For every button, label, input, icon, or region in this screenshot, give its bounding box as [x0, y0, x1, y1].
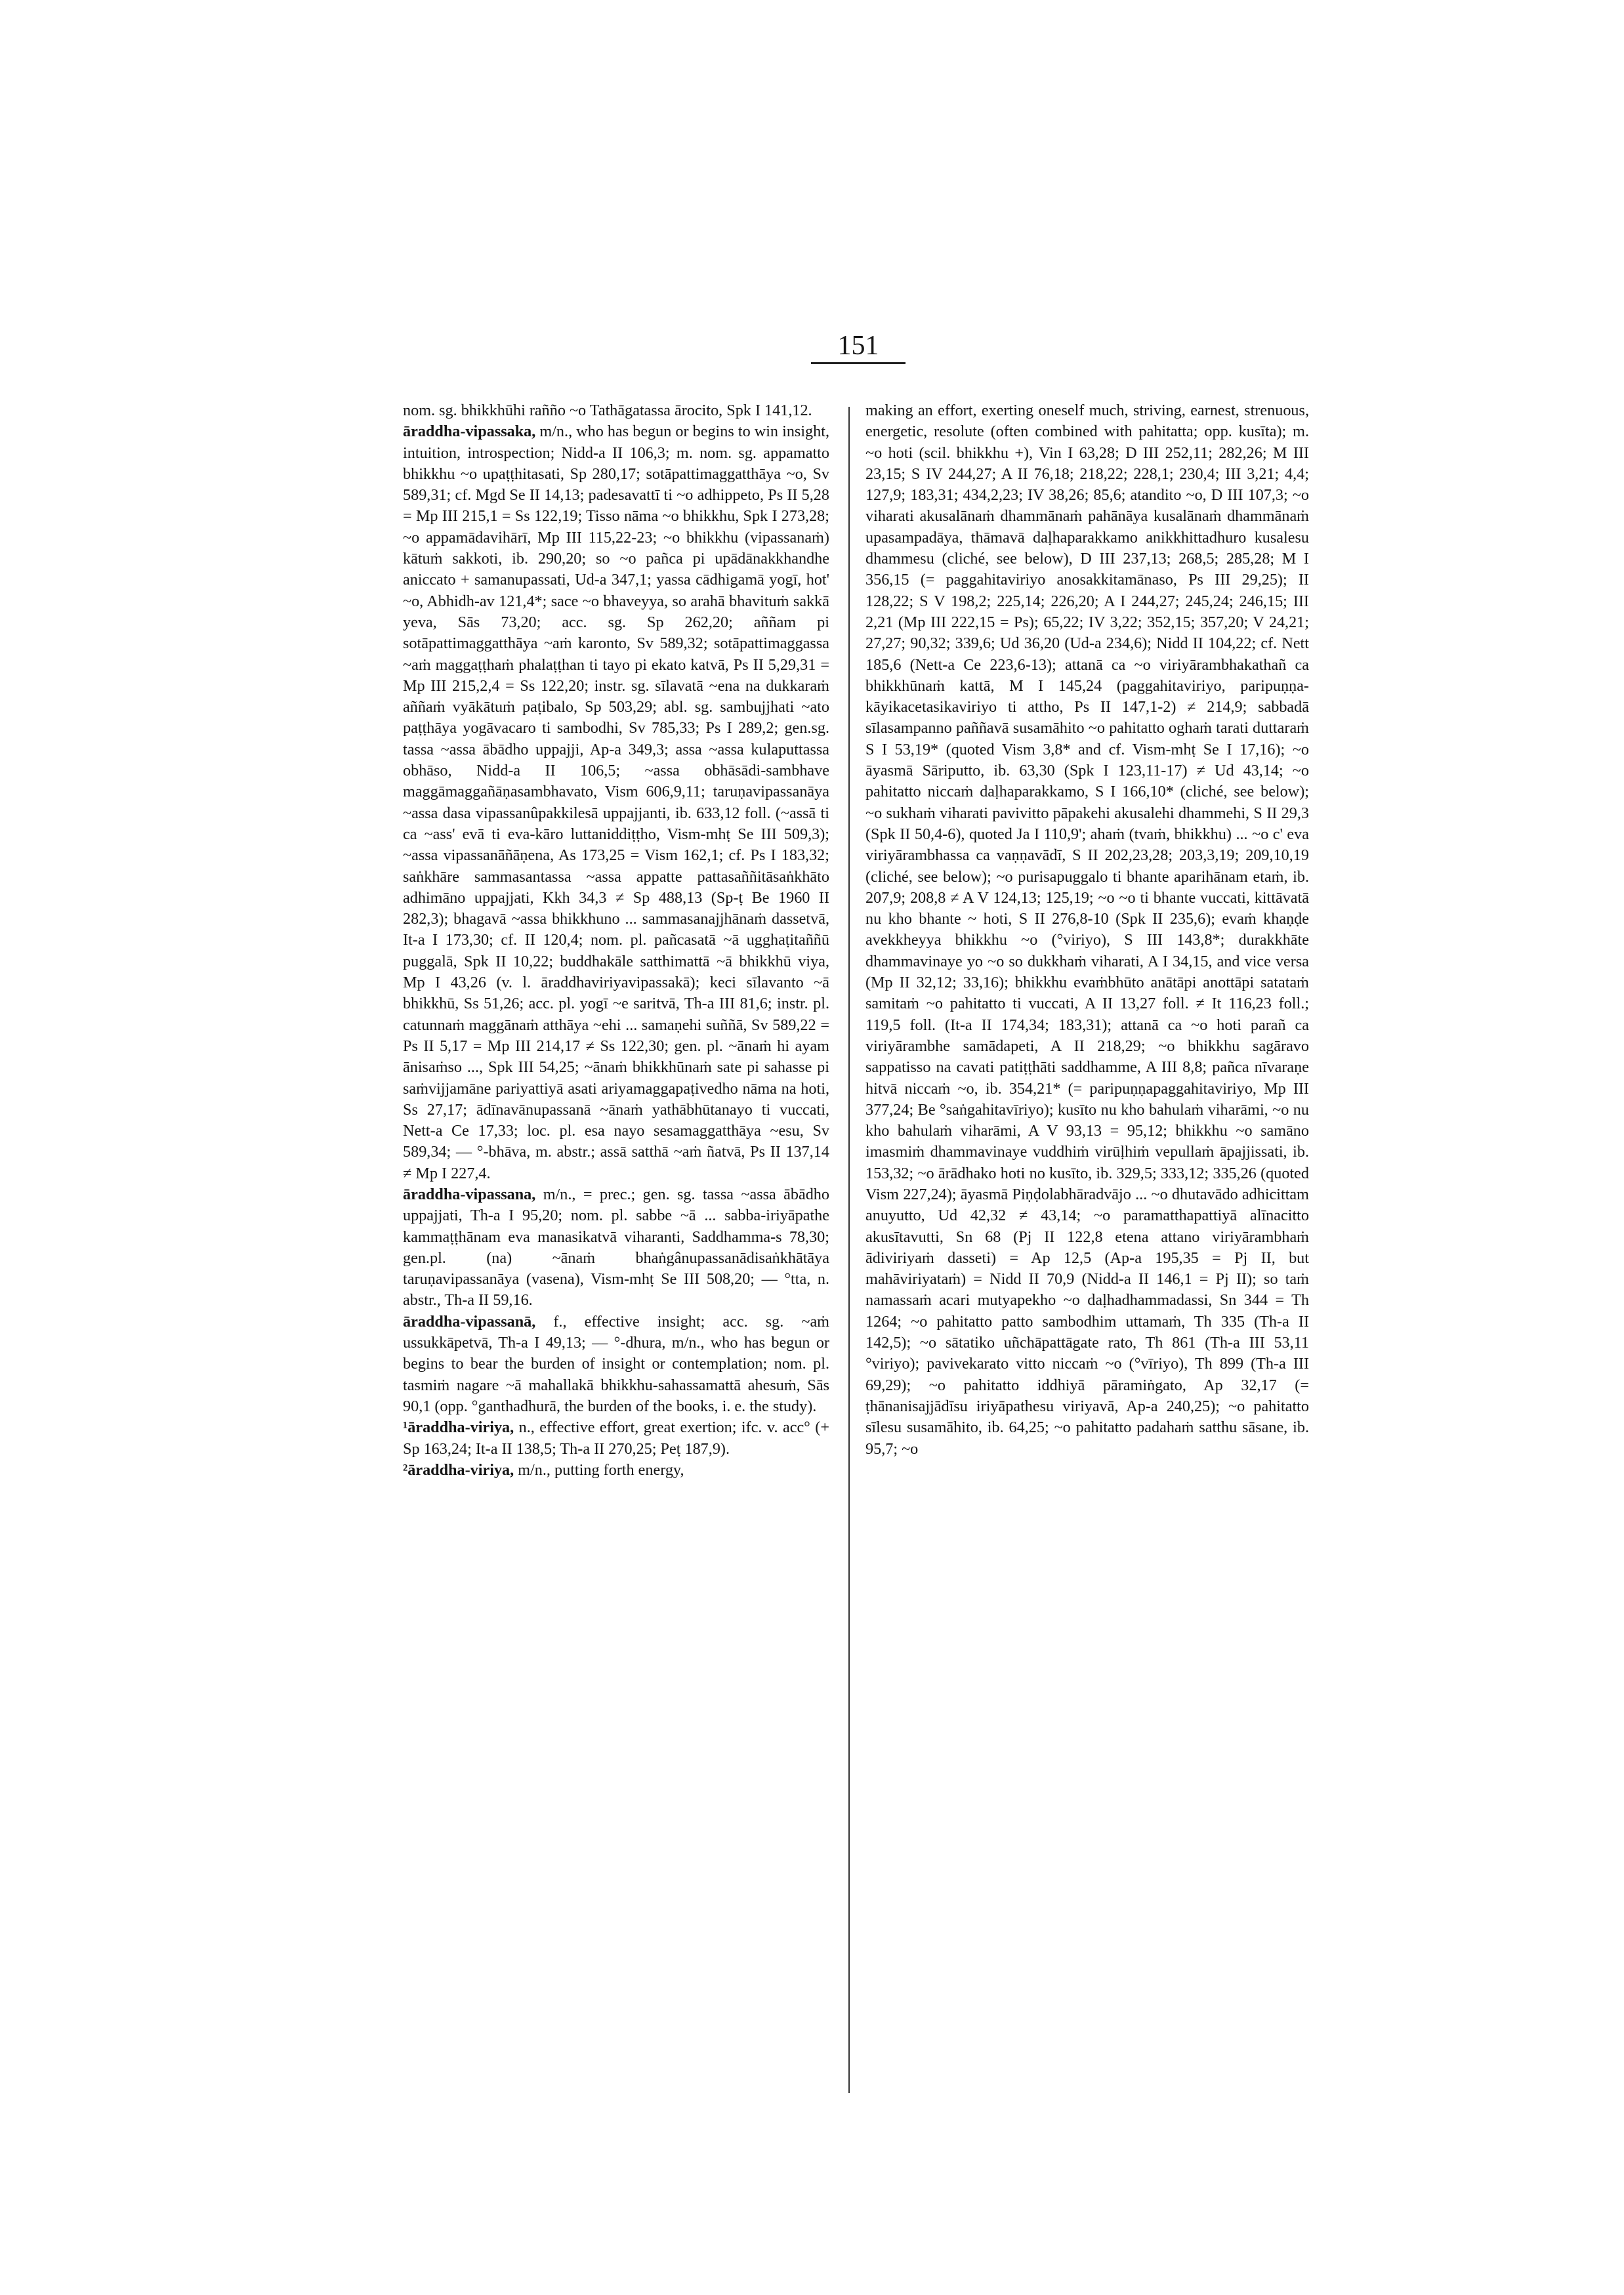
right-column: [865, 400, 1309, 1460]
entry-nom-sg-continuation: [403, 400, 829, 421]
entry-text: f., effective insight; acc. sg. ~aṁ ussukkāpetvā, Th-a I 49,13; — °-dhura, m/n., who has begun or begins to bear the burden of insight or contemplation; nom. pl. tasmiṁ nagare ~ā mahallakā bhikkhu-sahassamattā ahesuṁ, Sās 90,1 (opp. °ganthadhurā, the burden of the books, i. e. the study).: [403, 1312, 829, 1415]
entry-araddha-vipassana: [403, 1184, 829, 1312]
entry-araddha-viriya-2: [403, 1460, 829, 1481]
entry-text: making an effort, exerting oneself much, striving, earnest, strenuous, energetic, resolute (often combined with pahitatta; opp. kusīta); m. ~o hoti (scil. bhikkhu +), Vin I 63,28; D III 252,11; 282,26; M III 23,15; S IV 244,27; A II 76,18; 218,22; 228,1; 230,4; III 3,21; 4,4; 127,9; 183,31; 434,2,23; IV 38,26; 85,6; atandito ~o, D III 107,3; ~o viharati akusalānaṁ dhammānaṁ pahānāya kusalānaṁ dhammānaṁ upasampadāya, thāmavā daḷhaparakkamo anikkhittadhuro kusalesu dhammesu (cliché, see below), D III 237,13; 268,5; 285,28; M I 356,15 (= paggahitaviriyo anosakkitamānaso, Ps III 29,25); II 128,22; S V 198,2; 225,14; 226,20; A I 244,27; 245,24; 246,15; III 2,21 (Mp III 222,15 = Ps); 65,22; IV 3,22; 352,15; 357,20; V 24,21; 27,27; 90,32; 339,6; Ud 36,20 (Ud-a 234,6); Nidd II 104,22; cf. Nett 185,6 (Nett-a Ce 223,6-13); attanā ca ~o viriyārambhakathañ ca bhikkhūnaṁ kattā, M I 145,24 (paggahitaviriyo, paripuṇṇa-kāyikacetasikaviriyo ti attho, Ps II 147,1-2) ≠ 214,9; sabbadā sīlasampanno paññavā susamāhito ~o pahitatto oghaṁ tarati duttaraṁ S I 53,19* (quoted Vism 3,8* and cf. Vism-mhṭ Se I 17,16); ~o āyasmā Sāriputto, ib. 63,30 (Spk I 123,11-17) ≠ Ud 43,14; ~o pahitatto niccaṁ daḷhaparakkamo, S I 166,10* (cliché, see below); ~o sukhaṁ viharati pavivitto pāpakehi akusalehi dhammehi, S II 29,3 (Spk II 50,4-6), quoted Ja I 110,9'; ahaṁ (tvaṁ, bhikkhu) ... ~o c' eva viriyārambhassa ca vaṇṇavādī, S II 202,23,28; 203,3,19; 209,10,19 (cliché, see below); ~o purisapuggalo ti bhante aparihānam etaṁ, ib. 207,9; 208,8 ≠ A V 124,13; 125,19; ~o ~o ti bhante vuccati, kittāvatā nu kho bhante ~ hoti, S II 276,8-10 (Spk II 235,6); evaṁ khaṇḍe avekkheyya bhikkhu ~o (°viriyo), S III 143,8*; durakkhāte dhammavinaye yo ~o so dukkhaṁ viharati, A I 34,15, and vice versa (Mp II 32,12; 33,16); bhikkhu evaṁbhūto anātāpi anottāpi satataṁ samitaṁ ~o pahitatto ti vuccati, A II 13,27 foll. ≠ It 116,23 foll.; 119,5 foll. (It-a II 174,34; 183,31); attanā ca ~o hoti parañ ca viriyārambhe samādapeti, A II 218,29; ~o bhikkhu sagāravo sappatisso na cavati patiṭṭhāti saddhamme, A III 8,8; pañca nīvaraṇe hitvā niccaṁ ~o, ib. 354,21* (= paripuṇṇapaggahitaviriyo, Mp III 377,24; Be °saṅgahitavīriyo); kusīto nu kho bahulaṁ viharāmi, ~o nu kho bahulaṁ viharāmi, A V 93,13 = 95,12; bhikkhu ~o samāno imasmiṁ dhammavinaye vuddhiṁ virūḷhiṁ vepullaṁ āpajjissati, ib. 153,32; ~o ārādhako hoti no kusīto, ib. 329,5; 333,12; 335,26 (quoted Vism 227,24); āyasmā Piṇḍolabhāradvājo ... ~o dhutavādo adhicittam anuyutto, Ud 42,32 ≠ 43,14; ~o paramatthapattiyā alīnacitto akusītavutti, Sn 68 (Pj II 122,8 etena attano viriyārambhaṁ ādiviriyaṁ dasseti) = Ap 12,5 (Ap-a 195,35 = Pj II, but mahāviriyataṁ) = Nidd II 70,9 (Nidd-a II 146,1 = Pj II); so taṁ namassaṁ acari mutyapekho ~o daḷhadhammadassi, Sn 344 = Th 1264; ~o pahitatto patto sambodhim uttamaṁ, Th 335 (Th-a II 142,5); ~o sātatiko uñchāpattāgate rato, Th 861 (Th-a III 53,11 °viriyo); pavivekarato vitto niccaṁ ~o (°vīriyo), Th 899 (Th-a III 69,29); ~o pahitatto iddhiyā pāramiṅgato, Ap 32,17 (= ṭhānanisajjādīsu iriyāpathesu viriyavā, Ap-a 240,25); ~o pahitatto sīlesu susamāhito, ib. 64,25; ~o pahitatto padahaṁ satthu sāsane, ib. 95,7; ~o: [865, 402, 1309, 1458]
entry-headword: āraddha-vipassaka,: [403, 423, 536, 441]
column-divider: [848, 407, 850, 2093]
entry-headword: āraddha-vipassanā,: [403, 1312, 536, 1331]
entry-araddha-viriya-1: [403, 1417, 829, 1460]
entry-text: m/n., who has begun or begins to win insight, intuition, introspection; Nidd-a II 106,3; m. nom. sg. appamatto bhikkhu ~o upaṭṭhitasati, Sp 280,17; sotāpattimaggatthāya ~o, Sv 589,31; cf. Mgd Se II 14,13; padesavattī ti ~o adhippeto, Ps II 5,28 = Mp III 215,1 = Ss 122,19; Tisso nāma ~o bhikkhu, Spk I 273,28; ~o appamādavihārī, Mp III 115,22-23; ~o bhikkhu (vipassanaṁ) kātuṁ sakkoti, ib. 290,20; so ~o pañca pi upādānakkhandhe aniccato + samanupassati, Ud-a 347,1; yassa cādhigamā yogī, hot' ~o, Abhidh-av 121,4*; sace ~o bhaveyya, so arahā bhavituṁ sakkā yeva, Sās 73,20; acc. sg. Sp 262,20; aññam pi sotāpattimaggatthāya ~aṁ karonto, Sv 589,32; sotāpattimaggassa ~aṁ maggaṭṭhaṁ phalaṭṭhan ti tayo pi ekato katvā, Ps II 5,29,31 = Mp III 215,2,4 = Ss 122,20; instr. sg. sīlavatā ~ena na dukkaraṁ aññaṁ vyākātuṁ paṭibalo, Sp 503,29; abl. sg. sambujjhati ~ato paṭṭhāya yogāvacaro ti sambodhi, Sv 785,33; Ps I 289,2; gen.sg. tassa ~assa ābādho uppajji, Ap-a 349,3; assa ~assa kulaputtassa obhāso, Nidd-a II 106,5; ~assa obhāsādi-sambhave maggāmaggañāṇasambhavato, Vism 606,9,11; taruṇavipassanāya ~assa dasa vipassanûpakkilesā uppajjanti, ib. 633,12 foll. (~assā ti ca ~ass' evā ti eva-kāro luttaniddiṭṭho, Vism-mhṭ Se III 509,3); ~assa vipassanāñāṇena, As 173,25 = Vism 162,1; cf. Ps I 183,32; saṅkhāre sammasantassa ~assa appatte pattasaññitāsaṅkhāto adhimāno uppajjati, Kkh 34,3 ≠ Sp 488,13 (Sp-ṭ Be 1960 II 282,3); bhagavā ~assa bhikkhuno ... sammasanajjhānaṁ dassetvā, It-a I 173,30; cf. II 120,4; nom. pl. pañcasatā ~ā ugghaṭitaññū puggalā, Spk II 10,22; buddhakāle satthimattā ~ā bhikkhū viya, Mp I 43,26 (v. l. āraddhaviriyavipassakā); keci sīlavanto ~ā bhikkhū, Ss 51,26; acc. pl. yogī ~e saritvā, Th-a III 81,6; instr. pl. catunnaṁ maggānaṁ atthāya ~ehi ... samaṇehi suññā, Sv 589,22 = Ps II 5,17 = Mp III 214,17 ≠ Ss 122,30; gen. pl. ~ānaṁ hi ayam ānisaṁso ..., Spk III 54,25; ~ānaṁ bhikkhūnaṁ sate pi sahasse pi saṁvijjamāne pariyattiyā asati ariyamaggapaṭivedho nāma na hoti, Ss 27,17; ādīnavānupassanā ~ānaṁ yathābhūtanayo ti vuccati, Nett-a Ce 17,33; loc. pl. esa nayo sesamaggatthāya ~esu, Sv 589,34; — °-bhāva, m. abstr.; assā satthā ~aṁ ñatvā, Ps II 137,14 ≠ Mp I 227,4.: [403, 423, 829, 1182]
left-column: [403, 400, 829, 1481]
entry-text: m/n., = prec.; gen. sg. tassa ~assa ābādho uppajjati, Th-a I 95,20; nom. pl. sabbe ~ā ... sabba-iriyāpathe kammaṭṭhānam eva manasikatvā viharanti, Saddhamma-s 78,30; gen.pl. (na) ~ānaṁ bhaṅgânupassanādisaṅkhātāya taruṇavipassanāya (vasena), Vism-mhṭ Se III 508,20; — °tta, n. abstr., Th-a II 59,16.: [403, 1185, 829, 1310]
entry-text: m/n., putting forth energy,: [518, 1460, 684, 1479]
entry-headword: ²āraddha-viriya,: [403, 1460, 514, 1479]
entry-headword: ¹āraddha-viriya,: [403, 1418, 514, 1437]
entry-araddha-viriya-2-continuation: [865, 400, 1309, 1460]
page-number-rule: [811, 362, 906, 364]
page-number: 151: [837, 331, 879, 361]
entry-text: nom. sg. bhikkhūhi rañño ~o Tathāgatassa ārocito, Spk I 141,12.: [403, 402, 812, 419]
entry-araddha-vipassana-f: [403, 1312, 829, 1417]
entry-headword: āraddha-vipassana,: [403, 1185, 536, 1203]
entry-text: n., effective effort, great exertion; ifc. v. acc° (+ Sp 163,24; It-a II 138,5; Th-a II 270,25; Peṭ 187,9).: [403, 1418, 830, 1458]
entry-araddha-vipassaka: [403, 421, 829, 1184]
